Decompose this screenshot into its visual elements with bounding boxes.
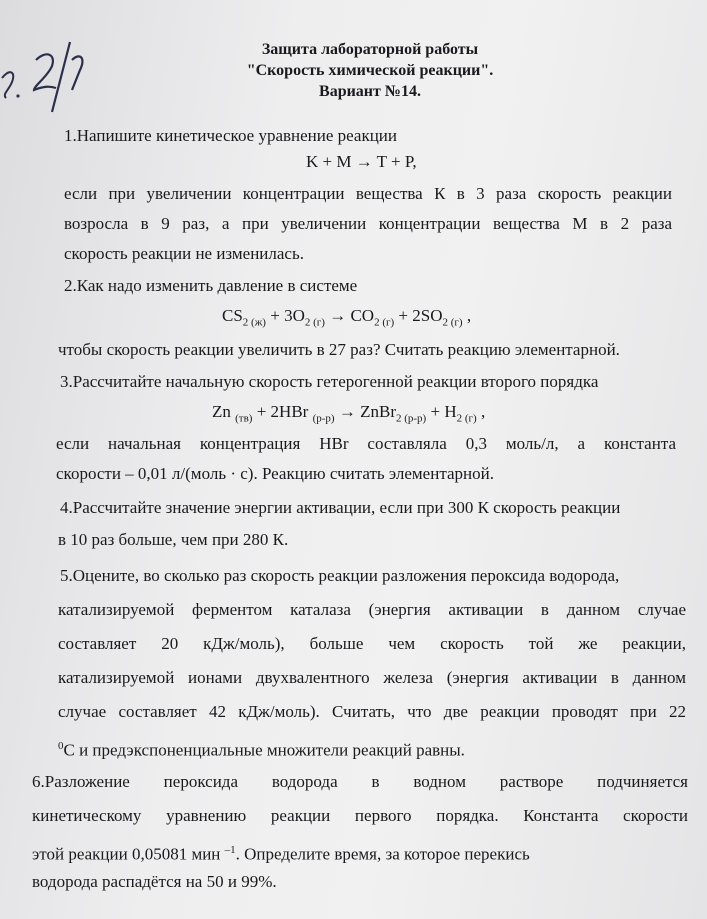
q4-line2: в 10 раз больше, чем при 280 К. bbox=[58, 530, 289, 549]
header-line1: Защита лабораторной работы bbox=[261, 41, 479, 58]
q1-line4: скорость реакции не изменилась. bbox=[64, 244, 304, 263]
q6-line4: водорода распадётся на 50 и 99%. bbox=[32, 872, 277, 891]
q6-line1: 6.Разложение пероксида водорода в водном растворе подчиняется bbox=[32, 772, 688, 791]
q5-line6: $^0$С и предэкспоненциальные множители реакций равны. bbox=[58, 740, 465, 760]
q3-equation: Zn $_{(тв)}$ + 2HBr $_{(р-р)}$ → ZnBr$_{2 (р-р)}$ + $H_{2 (г)}$ , bbox=[212, 402, 486, 425]
q6-line3: этой реакции 0,05081 мин $^{-1}$. Определите время, за которое перекись bbox=[32, 844, 530, 864]
q3-line2: если начальная концентрация HBr составляла 0,3 моль/л, а константа bbox=[56, 434, 676, 453]
q5-line3: составляет 20 кДж/моль), больше чем скорость той же реакции, bbox=[58, 634, 686, 653]
q3-line1: 3.Рассчитайте начальную скорость гетерогенной реакции второго порядка bbox=[60, 372, 599, 391]
q1-equation: K + M → T + P, bbox=[306, 152, 417, 171]
q1-line3: возросла в 9 раз, а при увеличении концентрации вещества М в 2 раза bbox=[64, 214, 672, 233]
q3-line3: скорости – 0,01 л/(моль · с). Реакцию считать элементарной. bbox=[56, 464, 494, 483]
q5-line4: катализируемой ионами двухвалентного железа (энергия активации в данном bbox=[58, 668, 686, 687]
header-line3: Вариант №14. bbox=[319, 83, 421, 100]
header-line2: "Скорость химической реакции". bbox=[246, 62, 494, 79]
q1-line2: если при увеличении концентрации вещества К в 3 раза скорость реакции bbox=[64, 184, 672, 203]
q1-line1: 1.Напишите кинетическое уравнение реакции bbox=[64, 126, 398, 145]
q5-line5: случае составляет 42 кДж/моль). Считать, что две реакции проводят при 22 bbox=[58, 702, 686, 721]
q2-line1: 2.Как надо изменить давление в системе bbox=[64, 276, 358, 295]
q2-equation: $CS_{2 (ж)} + 3O_{2 (г)} \to CO_{2 (г)} + 2SO_{2 (г)}$ , bbox=[222, 306, 472, 329]
q5-line1: 5.Оцените, во сколько раз скорость реакции разложения пероксида водорода, bbox=[60, 566, 620, 585]
handwritten-grade-mark bbox=[0, 20, 110, 115]
q2-line2: чтобы скорость реакции увеличить в 27 раз? Считать реакцию элементарной. bbox=[58, 340, 620, 359]
q5-line2: катализируемой ферментом каталаза (энергия активации в данном случае bbox=[58, 600, 686, 619]
q6-line2: кинетическому уравнению реакции первого порядка. Константа скорости bbox=[32, 806, 688, 825]
q4-line1: 4.Рассчитайте значение энергии активации, если при 300 К скорость реакции bbox=[60, 498, 621, 517]
